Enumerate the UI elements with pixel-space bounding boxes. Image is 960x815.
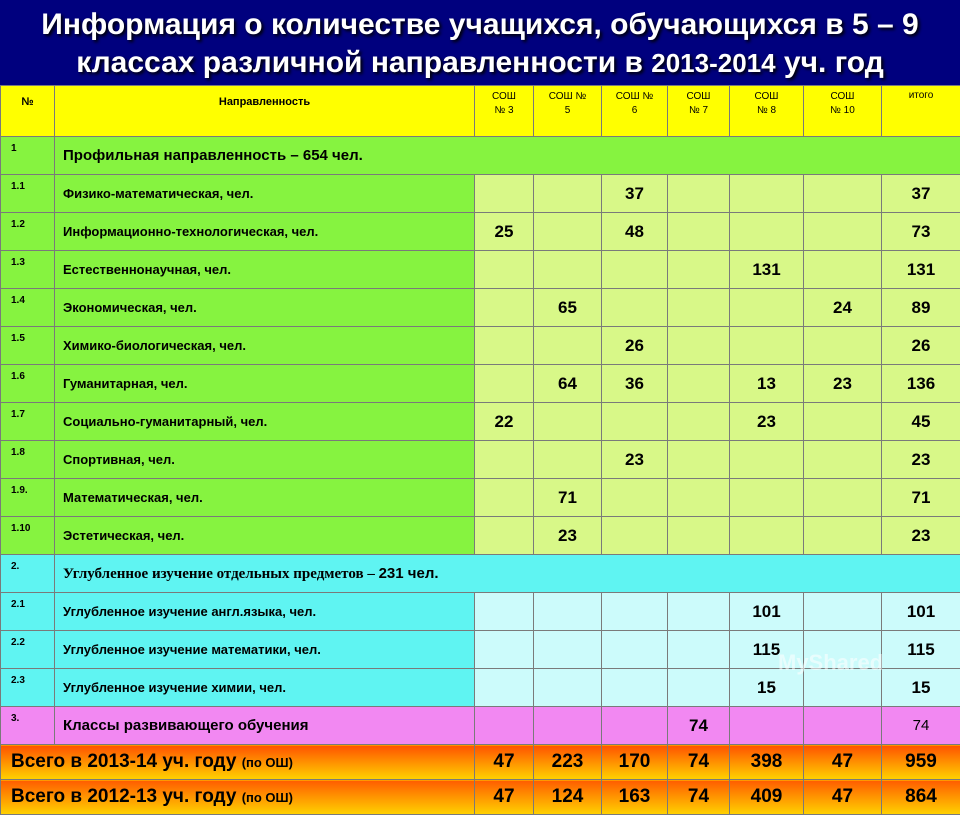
cell-total: 959 — [882, 745, 960, 780]
row-number: 1 — [1, 137, 55, 175]
cell-value — [534, 327, 602, 365]
cell-value: 47 — [475, 745, 534, 780]
cell-value: 124 — [534, 780, 602, 815]
cell-value — [730, 327, 804, 365]
cell-value — [475, 327, 534, 365]
header-school: СОШ № 7 — [668, 86, 730, 137]
row-number: 1.1 — [1, 175, 55, 213]
cell-value: 163 — [602, 780, 668, 815]
cell-value — [668, 251, 730, 289]
cell-value — [534, 669, 602, 707]
table-row — [1, 175, 960, 213]
cell-value: 71 — [534, 479, 602, 517]
cell-value — [804, 327, 882, 365]
cell-total: 37 — [882, 175, 960, 213]
cell-value — [534, 441, 602, 479]
cell-value: 23 — [534, 517, 602, 555]
section-label: Профильная направленность – 654 чел. — [55, 137, 960, 175]
cell-value — [668, 327, 730, 365]
cell-value — [668, 175, 730, 213]
row-number: 1.8 — [1, 441, 55, 479]
cell-value — [534, 403, 602, 441]
cell-value: 26 — [602, 327, 668, 365]
header-school: СОШ № 10 — [804, 86, 882, 137]
cell-value — [668, 517, 730, 555]
row-number: 3. — [1, 707, 55, 745]
cell-value — [475, 365, 534, 403]
cell-value — [804, 251, 882, 289]
row-number: 1.9. — [1, 479, 55, 517]
cell-total: 115 — [882, 631, 960, 669]
row-number: 2. — [1, 555, 55, 593]
cell-value — [602, 669, 668, 707]
cell-value — [602, 403, 668, 441]
cell-value — [475, 479, 534, 517]
cell-value: 22 — [475, 403, 534, 441]
cell-value: 37 — [602, 175, 668, 213]
cell-value — [602, 593, 668, 631]
cell-total: 131 — [882, 251, 960, 289]
section-2-row — [1, 555, 960, 593]
cell-value: 23 — [602, 441, 668, 479]
cell-value — [804, 479, 882, 517]
cell-value — [668, 593, 730, 631]
cell-value — [668, 441, 730, 479]
cell-value — [534, 175, 602, 213]
row-number: 1.6 — [1, 365, 55, 403]
cell-value: 36 — [602, 365, 668, 403]
row-label: Углубленное изучение химии, чел. — [55, 669, 475, 707]
slide-title — [0, 6, 960, 82]
cell-value: 170 — [602, 745, 668, 780]
header-direction: Направленность — [55, 86, 475, 137]
cell-value: 48 — [602, 213, 668, 251]
cell-total: 101 — [882, 593, 960, 631]
cell-value — [804, 707, 882, 745]
row-label: Гуманитарная, чел. — [55, 365, 475, 403]
row-label: Социально-гуманитарный, чел. — [55, 403, 475, 441]
section-label: Углубленное изучение отдельных предметов – 231 чел. — [55, 555, 960, 593]
cell-value — [475, 669, 534, 707]
cell-value — [534, 707, 602, 745]
header-school: СОШ № 6 — [602, 86, 668, 137]
cell-total: 864 — [882, 780, 960, 815]
cell-value — [668, 403, 730, 441]
row-number: 1.7 — [1, 403, 55, 441]
cell-value — [804, 441, 882, 479]
cell-value: 24 — [804, 289, 882, 327]
table-row — [1, 289, 960, 327]
table-row — [1, 213, 960, 251]
cell-value: 23 — [804, 365, 882, 403]
cell-total: 89 — [882, 289, 960, 327]
cell-value: 47 — [804, 745, 882, 780]
cell-value — [668, 365, 730, 403]
row-label: Математическая, чел. — [55, 479, 475, 517]
row-label: Спортивная, чел. — [55, 441, 475, 479]
header-school: СОШ № 8 — [730, 86, 804, 137]
cell-value: 223 — [534, 745, 602, 780]
total-label: Всего в 2013-14 уч. году (по ОШ) — [1, 745, 475, 780]
table-row — [1, 441, 960, 479]
cell-value — [804, 593, 882, 631]
row-number: 2.1 — [1, 593, 55, 631]
total-row — [1, 780, 960, 815]
cell-value: 25 — [475, 213, 534, 251]
cell-total: 23 — [882, 517, 960, 555]
row-number: 2.3 — [1, 669, 55, 707]
cell-value — [730, 175, 804, 213]
section-1-row — [1, 137, 960, 175]
cell-value — [730, 517, 804, 555]
cell-value — [534, 251, 602, 289]
title-line-2: классах различной направленности в 2013-2014 уч. год — [0, 44, 960, 82]
section-3-row — [1, 707, 960, 745]
cell-total: 26 — [882, 327, 960, 365]
row-label: Эстетическая, чел. — [55, 517, 475, 555]
cell-value — [475, 631, 534, 669]
cell-value: 15 — [730, 669, 804, 707]
row-number: 1.3 — [1, 251, 55, 289]
row-label: Углубленное изучение англ.языка, чел. — [55, 593, 475, 631]
cell-total: 71 — [882, 479, 960, 517]
cell-value — [668, 213, 730, 251]
row-label: Химико-биологическая, чел. — [55, 327, 475, 365]
cell-value — [668, 479, 730, 517]
cell-value — [534, 593, 602, 631]
cell-total: 15 — [882, 669, 960, 707]
cell-value: 131 — [730, 251, 804, 289]
cell-value: 398 — [730, 745, 804, 780]
cell-value — [730, 289, 804, 327]
cell-value — [804, 175, 882, 213]
cell-value — [602, 289, 668, 327]
cell-total: 73 — [882, 213, 960, 251]
watermark: MyShared — [778, 650, 883, 676]
table-row — [1, 593, 960, 631]
cell-value: 13 — [730, 365, 804, 403]
cell-value: 64 — [534, 365, 602, 403]
cell-value: 74 — [668, 707, 730, 745]
row-number: 1.4 — [1, 289, 55, 327]
cell-value — [804, 517, 882, 555]
cell-value — [602, 479, 668, 517]
table-header — [1, 86, 960, 137]
total-label: Всего в 2012-13 уч. году (по ОШ) — [1, 780, 475, 815]
cell-value — [602, 251, 668, 289]
cell-value — [475, 707, 534, 745]
cell-value — [534, 631, 602, 669]
header-num: № — [1, 86, 55, 137]
cell-value: 47 — [804, 780, 882, 815]
cell-value — [804, 213, 882, 251]
cell-total: 74 — [882, 707, 960, 745]
table-row — [1, 251, 960, 289]
cell-total: 45 — [882, 403, 960, 441]
row-label: Физико-математическая, чел. — [55, 175, 475, 213]
cell-value — [475, 441, 534, 479]
cell-value — [475, 517, 534, 555]
cell-value — [730, 441, 804, 479]
cell-value — [804, 403, 882, 441]
cell-value — [730, 213, 804, 251]
cell-total: 136 — [882, 365, 960, 403]
cell-value — [602, 631, 668, 669]
cell-value: 409 — [730, 780, 804, 815]
total-row — [1, 745, 960, 780]
row-label: Естественнонаучная, чел. — [55, 251, 475, 289]
row-label: Экономическая, чел. — [55, 289, 475, 327]
cell-value — [534, 213, 602, 251]
row-number: 2.2 — [1, 631, 55, 669]
cell-value — [668, 669, 730, 707]
header-school: СОШ № 3 — [475, 86, 534, 137]
cell-value — [475, 289, 534, 327]
row-label: Информационно-технологическая, чел. — [55, 213, 475, 251]
cell-value — [602, 517, 668, 555]
table-row — [1, 517, 960, 555]
cell-value — [602, 707, 668, 745]
cell-value: 65 — [534, 289, 602, 327]
cell-total: 23 — [882, 441, 960, 479]
row-number: 1.2 — [1, 213, 55, 251]
row-label: Углубленное изучение математики, чел. — [55, 631, 475, 669]
header-school: СОШ № 5 — [534, 86, 602, 137]
cell-value: 74 — [668, 745, 730, 780]
cell-value — [475, 175, 534, 213]
cell-value: 115 — [730, 631, 804, 669]
students-table — [0, 85, 960, 815]
cell-value — [730, 707, 804, 745]
cell-value: 101 — [730, 593, 804, 631]
cell-value — [668, 631, 730, 669]
row-number: 1.5 — [1, 327, 55, 365]
cell-value — [730, 479, 804, 517]
row-number: 1.10 — [1, 517, 55, 555]
row-label: Классы развивающего обучения — [55, 707, 475, 745]
table-row — [1, 403, 960, 441]
header-total: итого — [882, 86, 960, 137]
cell-value — [668, 289, 730, 327]
title-line-1: Информация о количестве учащихся, обучающихся в 5 – 9 — [0, 6, 960, 44]
cell-value — [475, 593, 534, 631]
table-row — [1, 365, 960, 403]
cell-value — [475, 251, 534, 289]
cell-value: 47 — [475, 780, 534, 815]
table-row — [1, 479, 960, 517]
table-row — [1, 327, 960, 365]
cell-value: 74 — [668, 780, 730, 815]
cell-value: 23 — [730, 403, 804, 441]
